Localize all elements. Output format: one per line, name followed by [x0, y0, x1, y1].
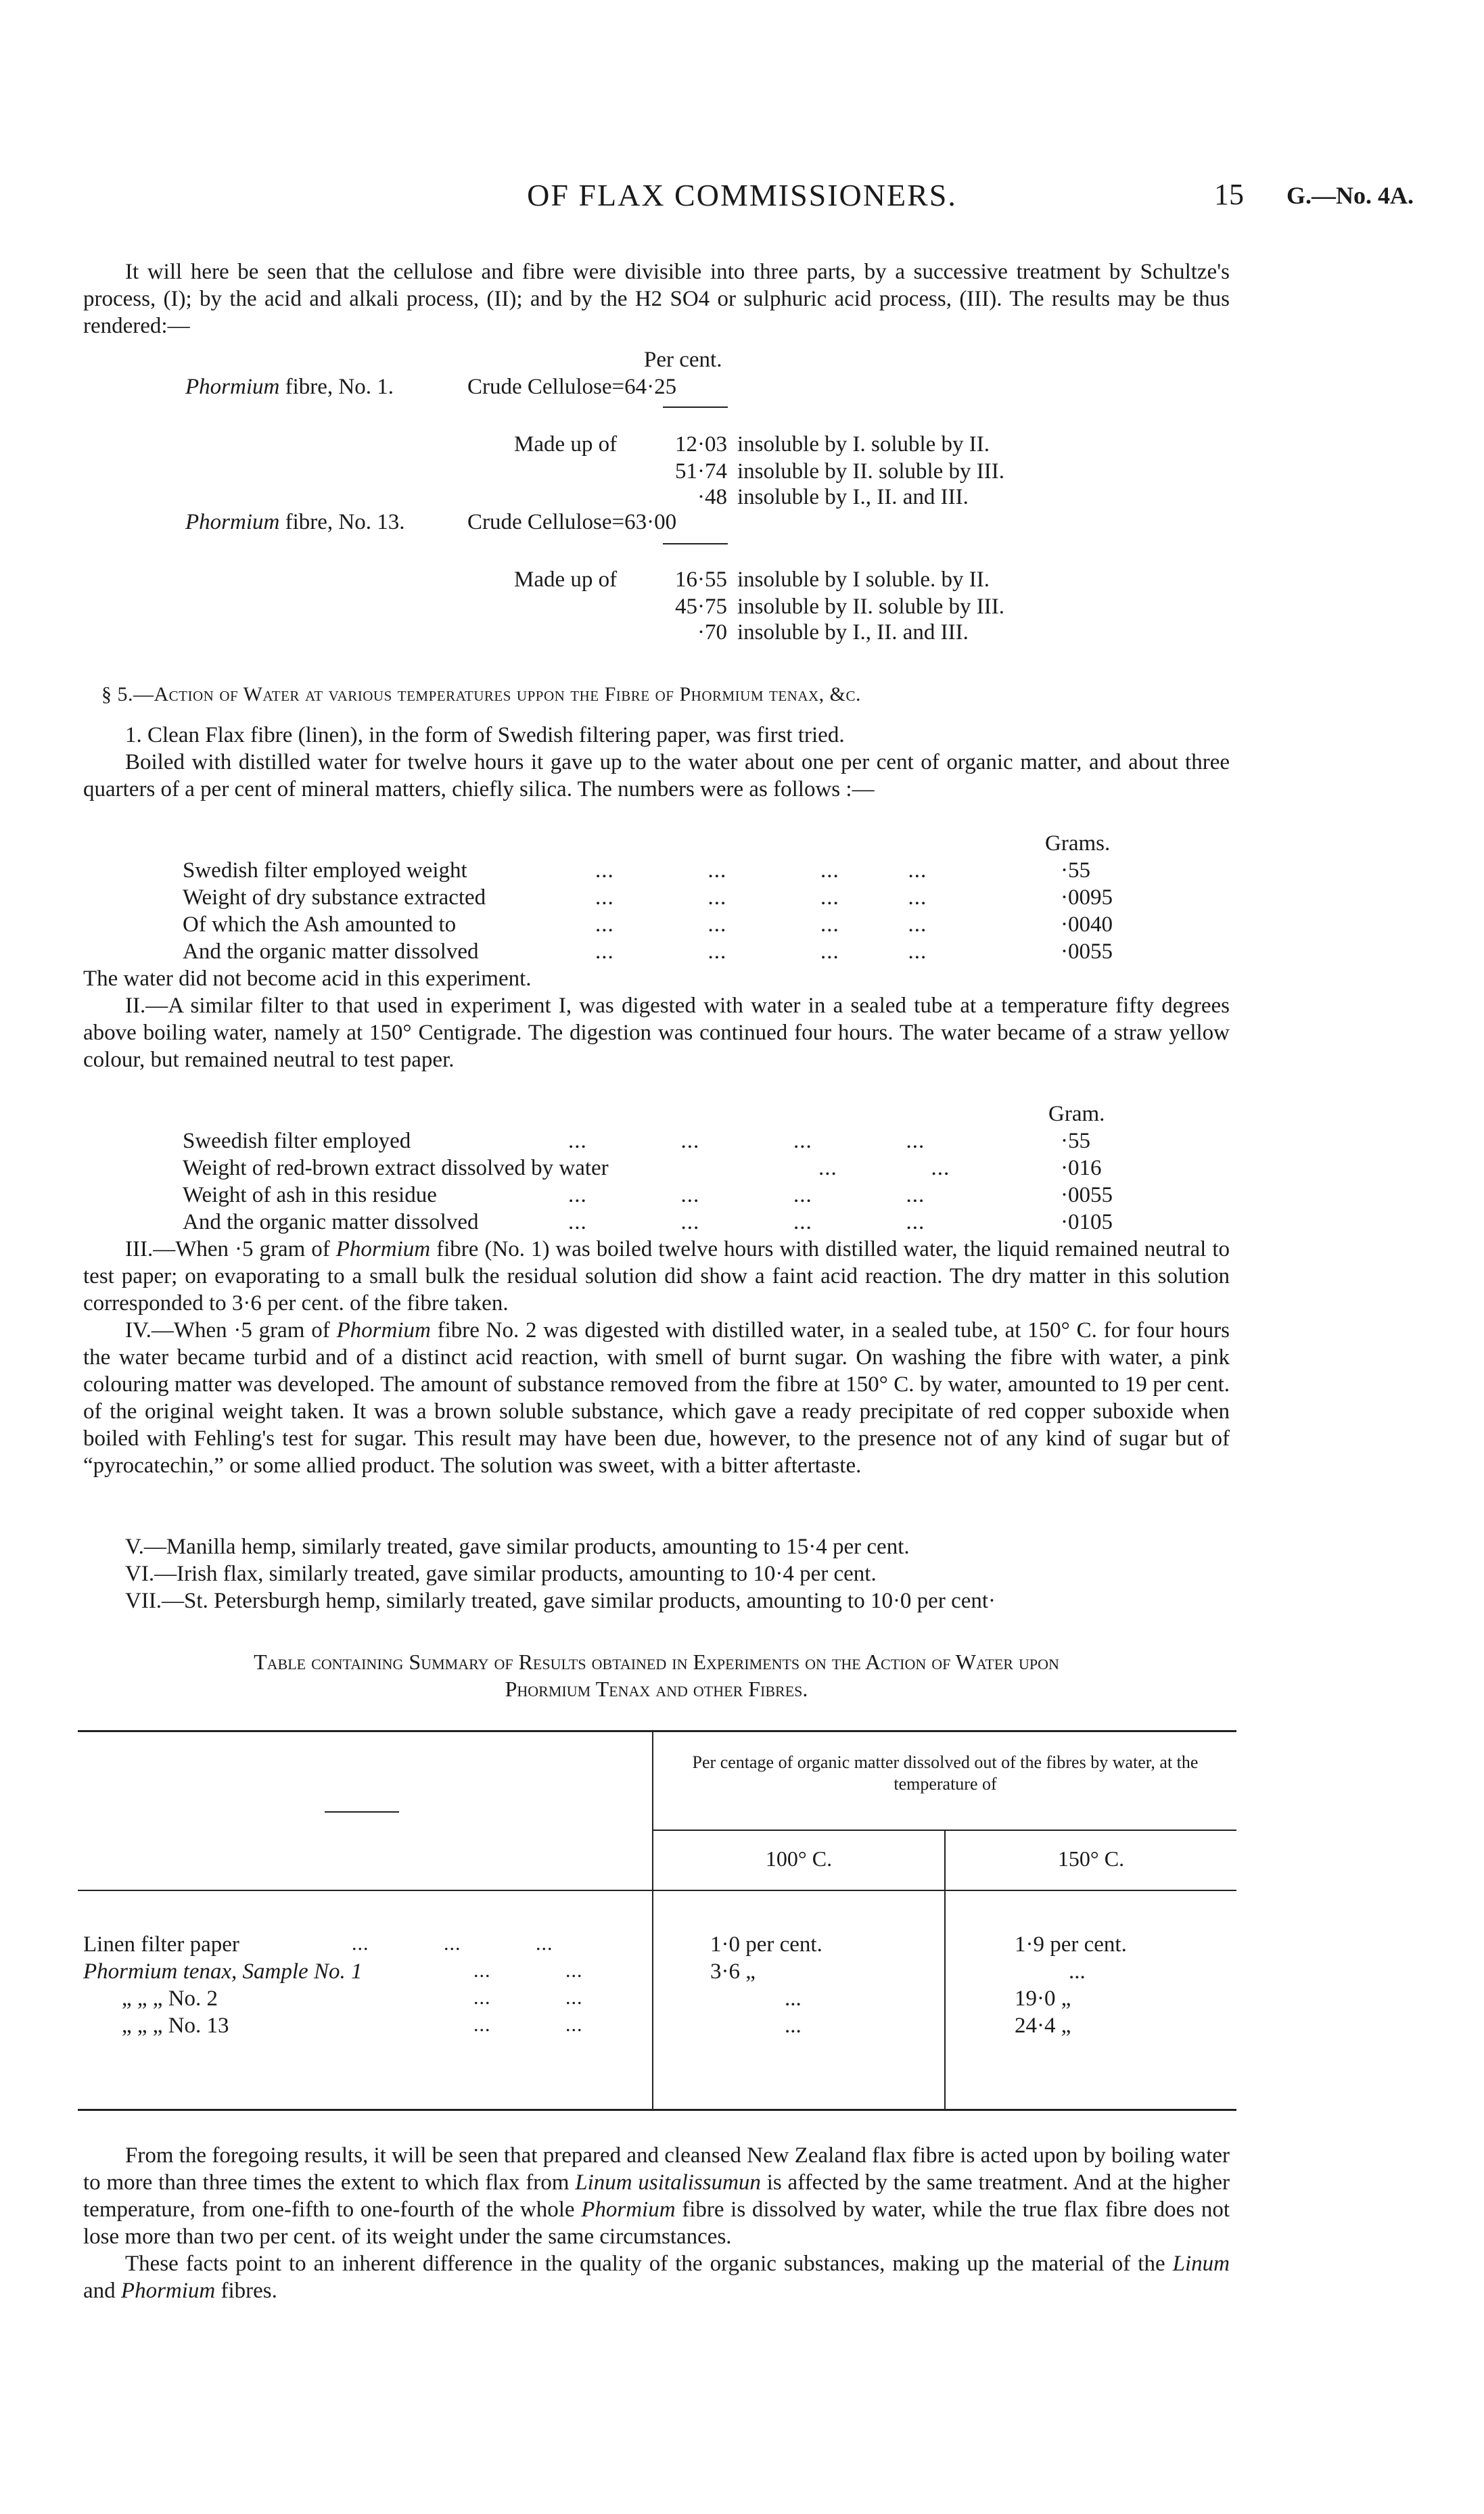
exp1-row-4-value: ·0055 [1061, 939, 1113, 964]
table-row-2-150c: ... [1069, 1959, 1086, 1984]
table-row-2-leader: ... ... [473, 1959, 583, 1982]
conclusion-1-text-a: From the foregoing results, it will be seen that prepared and cleansed New Zealand flax fibre is acted upon by boiling water to more than three times the extent to which flax from [83, 2143, 1230, 2195]
intro-paragraph: It will here be seen that the cellulose and fibre were divisible into three parts, by a successive treatment by Schultze's process, (I); by the acid and alkali process, (II); and by the H2 SO4 or sulphuric acid process, (III). The results may be thus rendered:— [83, 260, 1230, 338]
table-row-1-leader: ... ... ... [352, 1932, 553, 1955]
sample-1-desc-2: insoluble by II. soluble by III. [737, 459, 1005, 484]
sample-1-value-2: 51·74 [675, 459, 727, 484]
conclusion-2-text-a: These facts point to an inherent difference in the quality of the organic substances, making up the material of the [125, 2252, 1173, 2276]
sample-1-rule [663, 406, 728, 408]
exp2-row-3-leader: ... ... ... ... [568, 1183, 925, 1207]
conclusion-2-italic-2: Phormium [120, 2279, 216, 2303]
exp1-row-4-leader: ... ... ... ... [595, 939, 927, 964]
conclusion-1-italic-2: Phormium [581, 2197, 676, 2222]
sample-1-value-3: ·48 [697, 485, 727, 509]
sample-13-value-3: ·70 [697, 620, 727, 645]
page-number: 15 [1214, 178, 1244, 211]
section-5-paragraph-1: 1. Clean Flax fibre (linen), in the form of Swedish filtering paper, was first tried. [125, 723, 845, 747]
table-row-3-100c: ... [785, 1986, 802, 2011]
section-5-paragraph-2: Boiled with distilled water for twelve hours it gave up to the water about one per cent of organic matter, and about three quarters of a per cent of mineral matters, chiefly silica. The numbers were as follows :— [83, 750, 1230, 801]
exp1-row-2-value: ·0095 [1061, 885, 1113, 910]
exp2-row-3-label: Weight of ash in this residue [183, 1183, 437, 1207]
conclusion-1-italic-1: Linum usitalissumun [575, 2170, 761, 2195]
sample-1-made-up: Made up of [514, 432, 618, 457]
exp2-row-1-leader: ... ... ... ... [568, 1129, 925, 1153]
table-top-rule [78, 1730, 1236, 1732]
experiment-iv-paragraph [83, 1317, 1230, 1479]
experiment-iv-italic: Phormium [336, 1318, 431, 1343]
sample-13-name [185, 509, 404, 536]
exp1-row-2-leader: ... ... ... ... [595, 885, 927, 910]
page-header [0, 177, 1484, 218]
sample-13-name-italic: Phormium [185, 510, 280, 534]
experiment-iv-text-a: IV.—When ·5 gram of [125, 1318, 337, 1343]
sample-13-desc-2: insoluble by II. soluble by III. [737, 595, 1005, 619]
sample-1-crude-cellulose: Crude Cellulose=64·25 [467, 375, 677, 399]
table-row-1-label: Linen filter paper [83, 1932, 239, 1957]
table-header-bottom-rule [78, 1890, 1236, 1891]
experiment-iii-text-a: III.—When ·5 gram of [125, 1237, 336, 1261]
table-row-1-100c: 1·0 per cent. [710, 1932, 822, 1957]
sample-13-desc-1: insoluble by I soluble. by II. [737, 567, 990, 592]
exp2-row-1-label: Sweedish filter employed [183, 1129, 411, 1153]
conclusion-2-text-b: and [83, 2279, 121, 2303]
exp1-row-1-value: ·55 [1061, 858, 1090, 883]
conclusion-paragraph-2 [83, 2250, 1230, 2304]
sample-13-crude-cellulose: Crude Cellulose=63·00 [467, 510, 677, 534]
exp2-row-2-value: ·016 [1061, 1156, 1102, 1180]
conclusion-paragraph-1 [83, 2142, 1230, 2250]
sample-13-value-1: 16·55 [675, 567, 727, 592]
summary-table-caption-2: Phormium Tenax and other Fibres. [505, 1677, 808, 1701]
exp1-row-3-value: ·0040 [1061, 912, 1113, 937]
sample-1-value-1: 12·03 [675, 432, 727, 457]
table-col-150c: 150° C. [1057, 1846, 1125, 1871]
conclusion-1-text-c: fibre is dissolved by water, while the true flax fibre does not lose more than two per cent. of its weight under the same circumstances. [83, 2197, 1230, 2249]
sample-13-made-up: Made up of [514, 567, 618, 592]
sample-13-name-rest: fibre, No. 13. [279, 510, 405, 534]
exp1-row-4-label: And the organic matter dissolved [183, 939, 479, 964]
table-row-4-100c: ... [785, 2013, 802, 2038]
exp2-row-2-label: Weight of red-brown extract dissolved by water [183, 1156, 609, 1180]
exp2-row-2-leader: ... ... [818, 1156, 950, 1180]
sample-1-desc-3: insoluble by I., II. and III. [737, 485, 969, 509]
summary-table-caption-1: Table containing Summary of Results obtained in Experiments on the Action of Water upon [254, 1650, 1059, 1674]
table-col-100c: 100° C. [765, 1846, 833, 1871]
sample-13-rule [663, 543, 728, 544]
document-reference: G.—No. 4A. [1286, 182, 1414, 209]
exp1-row-1-leader: ... ... ... ... [595, 858, 927, 883]
sample-1-name-rest: fibre, No. 1. [279, 375, 394, 399]
table-stub-dash [325, 1811, 399, 1813]
table-row-3-label: „ „ „ No. 2 [122, 1986, 218, 2011]
table-row-2-100c: 3·6 „ [710, 1959, 756, 1984]
exp1-row-2-label: Weight of dry substance extracted [183, 885, 486, 910]
conclusion-2-italic-1: Linum [1172, 2252, 1230, 2276]
exp2-unit: Gram. [1048, 1102, 1105, 1126]
exp2-row-4-leader: ... ... ... ... [568, 1210, 925, 1234]
experiment-vi-paragraph: VI.—Irish flax, similarly treated, gave similar products, amounting to 10·4 per cent. [125, 1562, 877, 1586]
experiment-iii-italic: Phormium [335, 1237, 431, 1261]
table-row-3-leader: ... ... [473, 1986, 583, 2009]
table-stub-divider [652, 1730, 653, 2109]
page-title: OF FLAX COMMISSIONERS. [527, 178, 957, 212]
section-5-heading: § 5.—Action of Water at various temperatures uppon the Fibre of Phormium tenax, &c. [101, 683, 861, 705]
exp1-row-3-label: Of which the Ash amounted to [183, 912, 457, 937]
table-row-1-150c: 1·9 per cent. [1015, 1932, 1127, 1957]
conclusion-2-text-c: fibres. [215, 2279, 277, 2303]
exp1-note: The water did not become acid in this experiment. [83, 967, 532, 991]
exp2-row-4-value: ·0105 [1061, 1210, 1113, 1234]
table-row-4-label: „ „ „ No. 13 [122, 2013, 229, 2038]
exp2-row-1-value: ·55 [1061, 1129, 1090, 1153]
table-row-3-150c: 19·0 „ [1015, 1986, 1071, 2011]
table-bottom-rule [78, 2109, 1236, 2111]
per-cent-label: Per cent. [644, 348, 722, 372]
experiment-v-paragraph: V.—Manilla hemp, similarly treated, gave similar products, amounting to 15·4 per cent. [125, 1535, 910, 1559]
experiment-iii-text-b: fibre (No. 1) was boiled twelve hours with distilled water, the liquid remained neutral to test paper; on evaporating to a small bulk the residual solution did show a faint acid reaction. The dry matter in this solution corresponded to 3·6 per cent. of the fibre taken. [83, 1237, 1230, 1316]
table-row-2-label: Phormium tenax, Sample No. 1 [83, 1959, 363, 1984]
table-row-4-leader: ... ... [473, 2013, 583, 2036]
table-header-span-rule [653, 1830, 1236, 1831]
sample-13-value-2: 45·75 [675, 595, 727, 619]
table-row-4-150c: 24·4 „ [1015, 2013, 1071, 2038]
sample-1-name [185, 373, 394, 400]
exp1-unit: Grams. [1045, 831, 1111, 856]
experiment-iii-paragraph [83, 1236, 1230, 1317]
exp1-row-3-leader: ... ... ... ... [595, 912, 927, 937]
experiment-ii-paragraph: II.—A similar filter to that used in experiment I, was digested with water in a sealed tube at a temperature fifty degrees above boiling water, namely at 150° Centigrade. The digestion was continued four hours. The water became of a straw yellow colour, but remained neutral to test paper. [83, 994, 1230, 1072]
exp2-row-4-label: And the organic matter dissolved [183, 1210, 479, 1234]
sample-1-desc-1: insoluble by I. soluble by II. [737, 432, 990, 457]
experiment-iv-text-b: fibre No. 2 was digested with distilled water, in a sealed tube, at 150° C. for four hours the water became turbid and of a distinct acid reaction, with smell of burnt sugar. On washing the fibre with water, a pink colouring matter was developed. The amount of substance removed from the fibre at 150° C. by water, amounted to 19 per cent. of the original weight taken. It was a brown soluble substance, which gave a ready precipitate of red copper suboxide when boiled with Fehling's test for sugar. This result may have been due, however, to the presence not of any kind of sugar but of “pyrocatechin,” or some allied product. The solution was sweet, with a bitter aftertaste. [83, 1318, 1230, 1478]
conclusion-1-text-b: is affected by the same treatment. And at the higher temperature, from one-fifth to one-fourth of the whole [83, 2170, 1230, 2222]
exp2-row-3-value: ·0055 [1061, 1183, 1113, 1207]
table-header-span: Per centage of organic matter dissolved out of the fibres by water, at the temperature of [692, 1752, 1199, 1794]
sample-13-desc-3: insoluble by I., II. and III. [737, 620, 969, 645]
experiment-vii-paragraph: VII.—St. Petersburgh hemp, similarly treated, gave similar products, amounting to 10·0 per cent· [125, 1589, 996, 1613]
sample-1-name-italic: Phormium [185, 375, 280, 399]
exp1-row-1-label: Swedish filter employed weight [183, 858, 467, 883]
